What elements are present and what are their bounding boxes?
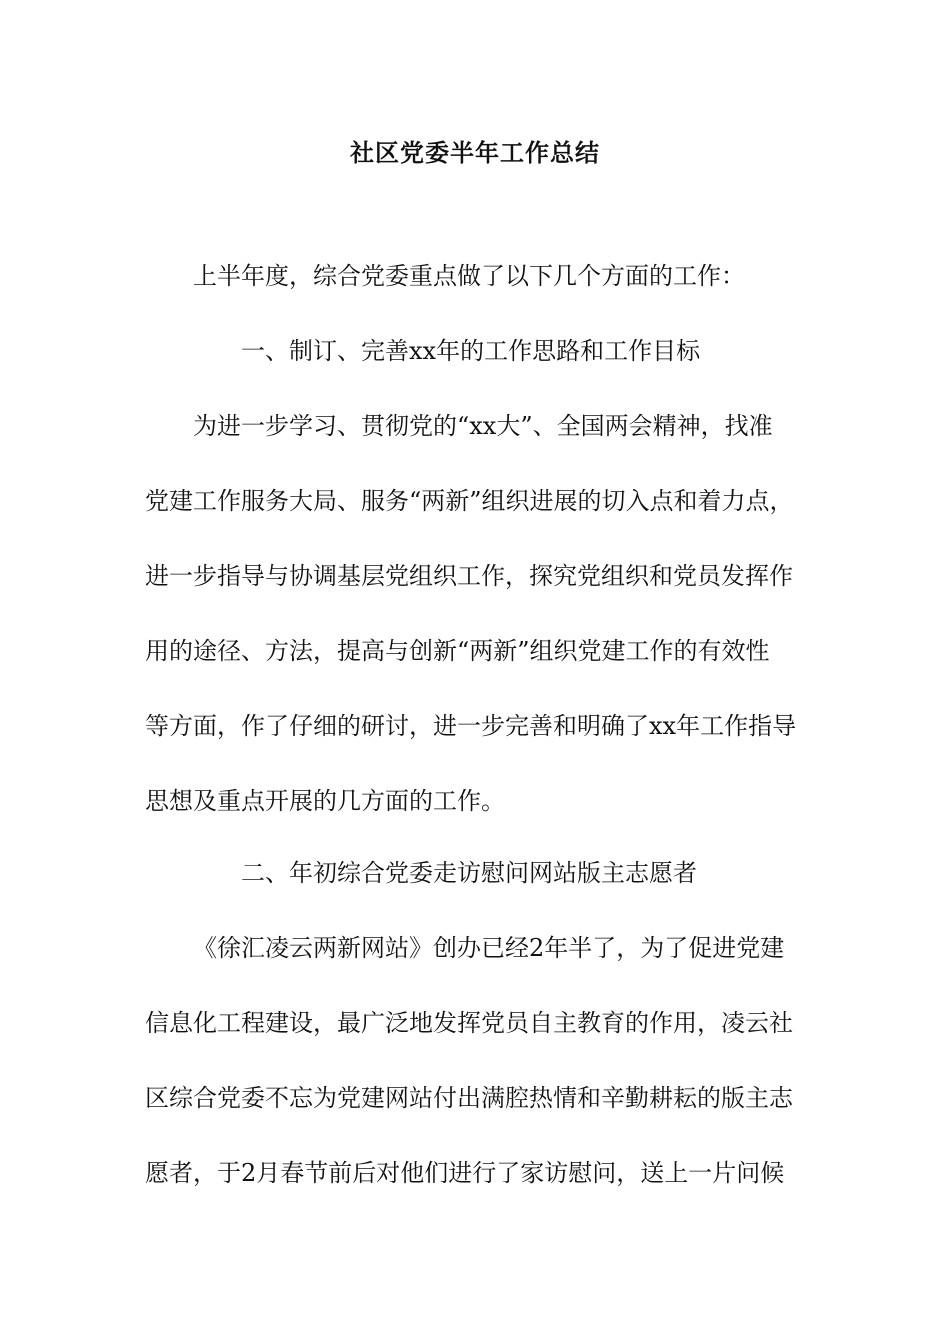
paragraph-line: 信息化工程建设，最广泛地发挥党员自主教育的作用，凌云社 <box>145 1009 793 1037</box>
paragraph-intro: 上半年度，综合党委重点做了以下几个方面的工作： <box>193 262 745 290</box>
section-heading-1: 一、制订、完善xx年的工作思路和工作目标 <box>241 337 701 365</box>
document-title: 社区党委半年工作总结 <box>350 138 600 167</box>
paragraph-line: 等方面，作了仔细的研讨，进一步完善和明确了xx年工作指导 <box>145 712 797 740</box>
paragraph-line: 用的途径、方法，提高与创新“两新”组织党建工作的有效性 <box>145 637 770 665</box>
section-heading-2: 二、年初综合党委走访慰问网站版主志愿者 <box>241 859 697 887</box>
paragraph-line: 党建工作服务大局、服务“两新”组织进展的切入点和着力点， <box>145 487 794 515</box>
paragraph-line: 思想及重点开展的几方面的工作。 <box>145 787 505 815</box>
paragraph-line: 《徐汇凌云两新网站》创办已经2年半了，为了促进党建 <box>193 934 785 962</box>
paragraph-line: 区综合党委不忘为党建网站付出满腔热情和辛勤耕耘的版主志 <box>145 1084 793 1112</box>
paragraph-line: 为进一步学习、贯彻党的“xx大”、全国两会精神，找准 <box>193 412 773 440</box>
paragraph-line: 愿者，于2月春节前后对他们进行了家访慰问，送上一片问候 <box>145 1159 785 1187</box>
paragraph-line: 进一步指导与协调基层党组织工作，探究党组织和党员发挥作 <box>145 562 793 590</box>
